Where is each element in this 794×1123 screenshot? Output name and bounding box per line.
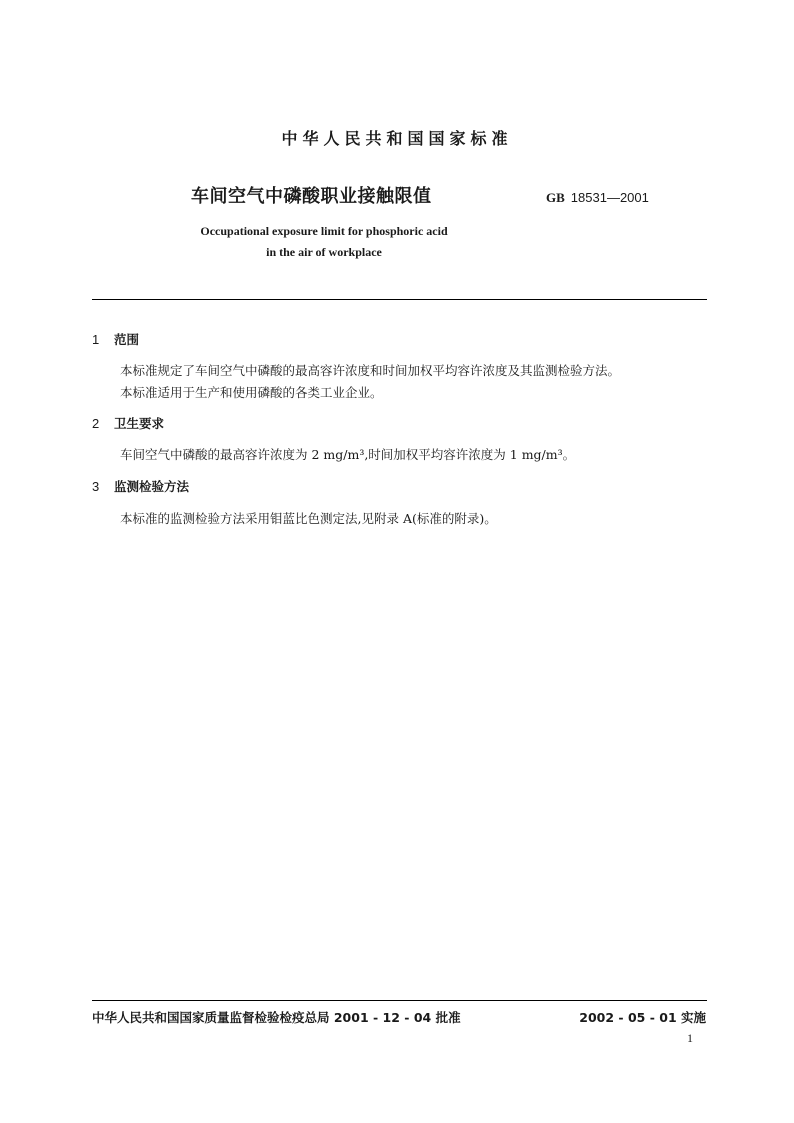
document-title-en-line1: Occupational exposure limit for phosphoric acid [200, 224, 448, 238]
standard-code-number: 18531—2001 [570, 190, 649, 205]
section-title: 监测检验方法 [114, 479, 190, 494]
section-number: 1 [92, 332, 100, 347]
footer-divider [92, 1000, 707, 1001]
paragraph: 车间空气中磷酸的最高容许浓度为 2 mg/m³,时间加权平均容许浓度为 1 mg/m³。 [120, 447, 576, 462]
standard-code [546, 190, 649, 206]
standard-code-prefix: GB [546, 190, 565, 205]
paragraph: 本标准适用于生产和使用磷酸的各类工业企业。 [120, 385, 383, 400]
section-heading-scope [92, 330, 139, 348]
effective-date: 2002 - 05 - 01 实施 [579, 1010, 706, 1025]
header-divider [92, 299, 707, 300]
section-heading-monitoring-methods [92, 477, 189, 495]
section-number: 3 [92, 479, 100, 494]
paragraph: 本标准规定了车间空气中磷酸的最高容许浓度和时间加权平均容许浓度及其监测检验方法。 [120, 363, 621, 378]
section-heading-hygiene-requirements [92, 414, 164, 432]
section-title: 范围 [114, 332, 140, 347]
document-title-en-line2: in the air of workplace [266, 245, 382, 259]
document-title-zh: 车间空气中磷酸职业接触限值 [191, 186, 432, 207]
section-number: 2 [92, 416, 100, 431]
national-standard-header: 中华人民共和国国家标准 [281, 129, 513, 148]
page-number: 1 [687, 1031, 693, 1045]
paragraph: 本标准的监测检验方法采用钼蓝比色测定法,见附录 A(标准的附录)。 [120, 511, 497, 526]
section-title: 卫生要求 [114, 416, 165, 431]
approval-statement: 中华人民共和国国家质量监督检验检疫总局 2001 - 12 - 04 批准 [92, 1010, 461, 1025]
